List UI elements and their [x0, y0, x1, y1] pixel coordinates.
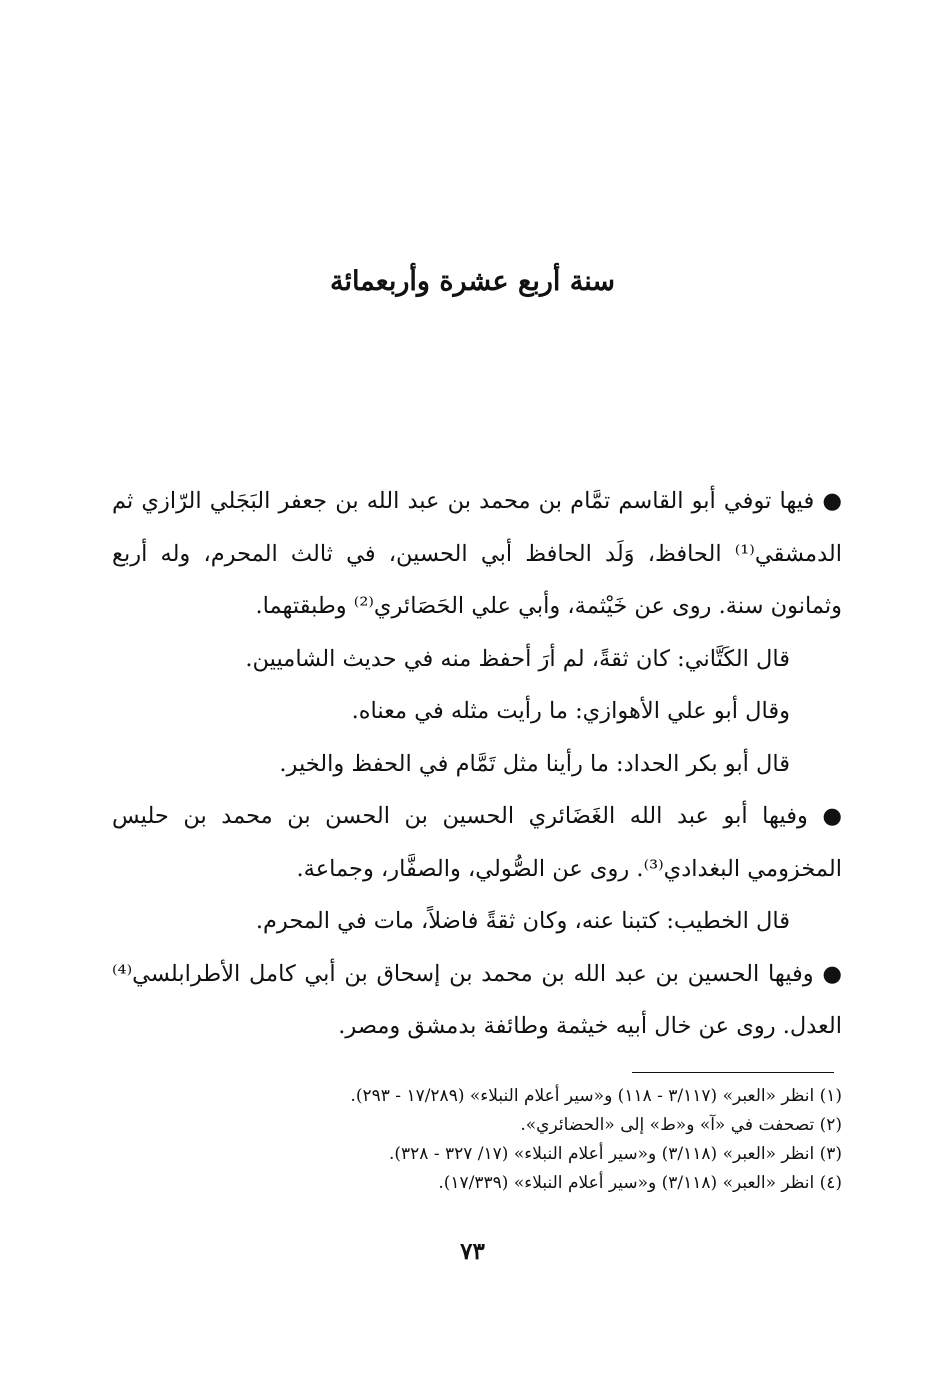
paragraph-ahwazi-quote: وقال أبو علي الأهوازي: ما رأيت مثله في معناه.	[351, 698, 790, 724]
footnote-3: (٣) انظر «العبر» (٣/١١٨) و«سير أعلام النبلاء» (١٧/ ٣٢٧ - ٣٢٨).	[388, 1144, 842, 1164]
paragraph-khatib-quote: قال الخطيب: كتبنا عنه، وكان ثقةً فاضلاً، مات في المحرم.	[255, 908, 790, 934]
paragraph-atrabulsi: ● وفيها الحسين بن عبد الله بن محمد بن إسحاق بن أبي كامل الأطرابلسي⁽⁴⁾ العدل. روى عن خال أبيه خيثمة وطائفة بدمشق ومصر.	[112, 960, 842, 1039]
paragraph-kattani-quote: قال الكَتَّاني: كان ثقةً، لم أرَ أحفظ منه في حديث الشاميين.	[245, 645, 790, 672]
footnote-1: (١) انظر «العبر» (٣/١١٧ - ١١٨) و«سير أعلام النبلاء» (١٧/٢٨٩ - ٢٩٣).	[350, 1086, 842, 1106]
page-number: ٧٣	[460, 1238, 485, 1265]
paragraph-haddad-quote: قال أبو بكر الحداد: ما رأينا مثل تَمَّام في الحفظ والخير.	[279, 750, 790, 777]
footnote-2: (٢) تصحفت في «آ» و«ط» إلى «الحضائري».	[520, 1115, 842, 1135]
footnote-4: (٤) انظر «العبر» (٣/١١٨) و«سير أعلام النبلاء» (١٧/٣٣٩).	[438, 1173, 842, 1193]
footnotes-divider	[632, 1072, 834, 1073]
footnotes	[112, 1082, 842, 1198]
section-title: سنة أربع عشرة وأربعمائة	[329, 266, 616, 297]
paragraph-tammam: ● فيها توفي أبو القاسم تمَّام بن محمد بن عبد الله بن جعفر البَجَلي الرّازي ثم الدمشقي⁽¹⁾ الحافظ، وَلَد الحافظ أبي الحسين، في ثالث المحرم، وله أربع وثمانون سنة. روى عن خَيْثمة، وأبي علي الحَصَائري⁽²⁾ وطبقتهما.	[112, 488, 842, 619]
main-text	[112, 475, 842, 1053]
paragraph-ghadairi: ● وفيها أبو عبد الله الغَضَائري الحسين بن الحسن بن محمد بن حليس المخزومي البغدادي⁽³⁾. روى عن الصُّولي، والصفَّار، وجماعة.	[112, 803, 842, 882]
